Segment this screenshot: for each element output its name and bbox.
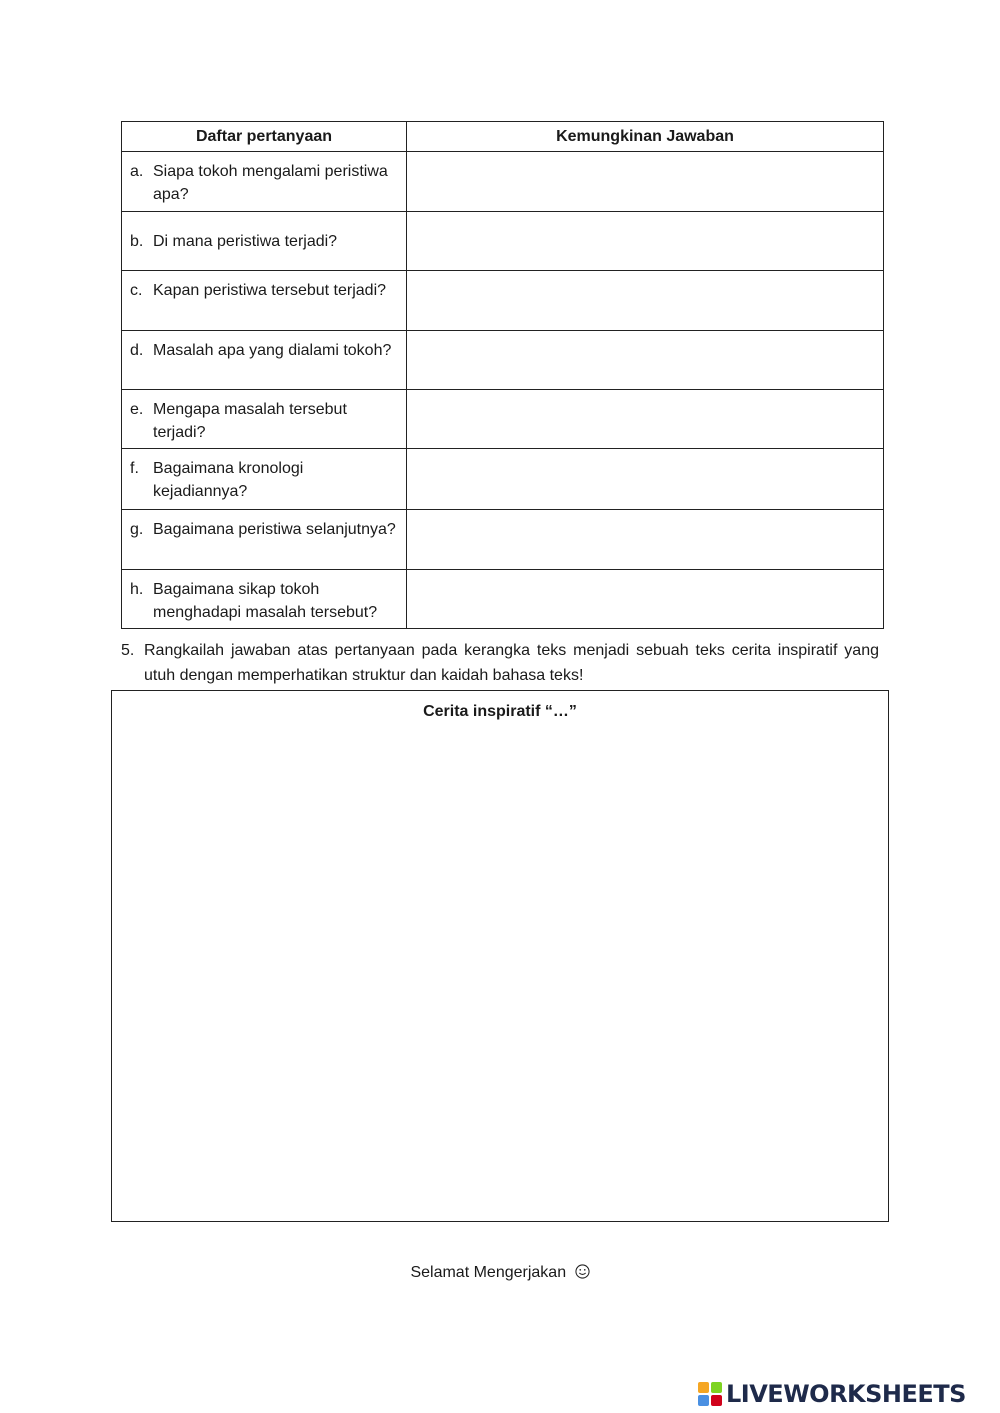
table-row [122, 331, 884, 390]
header-answer: Kemungkinan Jawaban [407, 122, 884, 152]
question-table [121, 121, 884, 629]
answer-cell[interactable] [407, 570, 884, 629]
instruction-number: 5. [121, 642, 135, 659]
logo-square-2 [711, 1382, 722, 1393]
answer-cell[interactable] [407, 390, 884, 449]
closing-message [0, 1264, 1000, 1282]
question-letter: e. [130, 401, 144, 418]
question-letter: f. [130, 460, 139, 477]
question-letter: b. [130, 232, 144, 250]
table-row [122, 510, 884, 570]
story-box [111, 690, 889, 1222]
brand-name: LIVEWORKSHEETS [726, 1380, 966, 1408]
table-header-row [122, 122, 884, 152]
table-row [122, 390, 884, 449]
question-cell [122, 271, 407, 331]
logo-square-3 [698, 1395, 709, 1406]
logo-square-4 [711, 1395, 722, 1406]
question-letter: c. [130, 282, 143, 299]
question-letter: h. [130, 581, 144, 598]
question-text: Mengapa masalah tersebut terjadi? [153, 401, 347, 441]
answer-cell[interactable] [407, 212, 884, 271]
question-text: Bagaimana kronologi kejadiannya? [153, 460, 304, 500]
question-cell [122, 152, 407, 212]
question-text: Bagaimana sikap tokoh menghadapi masalah tersebut? [153, 581, 378, 621]
question-cell [122, 390, 407, 449]
question-text: Di mana peristiwa terjadi? [153, 232, 338, 250]
closing-text: Selamat Mengerjakan [410, 1264, 567, 1281]
answer-cell[interactable] [407, 271, 884, 331]
story-title: Cerita inspiratif “…” [423, 703, 577, 720]
question-cell [122, 510, 407, 570]
brand-logo-icon [698, 1382, 722, 1406]
brand-watermark [698, 1380, 966, 1408]
question-text: Masalah apa yang dialami tokoh? [153, 342, 392, 359]
table-row [122, 212, 884, 271]
table-row [122, 152, 884, 212]
question-text: Bagaimana peristiwa selanjutnya? [153, 521, 396, 538]
table-row [122, 271, 884, 331]
question-letter: g. [130, 521, 144, 538]
question-text: Siapa tokoh mengalami peristiwa apa? [153, 163, 388, 203]
question-letter: a. [130, 163, 144, 180]
smiley-icon [575, 1264, 590, 1279]
question-cell [122, 331, 407, 390]
story-answer-area[interactable] [112, 731, 888, 1221]
instruction [121, 638, 879, 688]
instruction-text: Rangkailah jawaban atas pertanyaan pada kerangka teks menjadi sebuah teks cerita inspiratif yang utuh dengan memperhatikan struktur dan kaidah bahasa teks! [144, 642, 879, 684]
logo-square-1 [698, 1382, 709, 1393]
answer-cell[interactable] [407, 331, 884, 390]
header-question: Daftar pertanyaan [122, 122, 407, 152]
answer-cell[interactable] [407, 449, 884, 510]
table-row [122, 570, 884, 629]
question-cell [122, 212, 407, 271]
table-row [122, 449, 884, 510]
question-cell [122, 570, 407, 629]
answer-cell[interactable] [407, 152, 884, 212]
question-letter: d. [130, 342, 144, 359]
question-text: Kapan peristiwa tersebut terjadi? [153, 282, 387, 299]
question-cell [122, 449, 407, 510]
answer-cell[interactable] [407, 510, 884, 570]
